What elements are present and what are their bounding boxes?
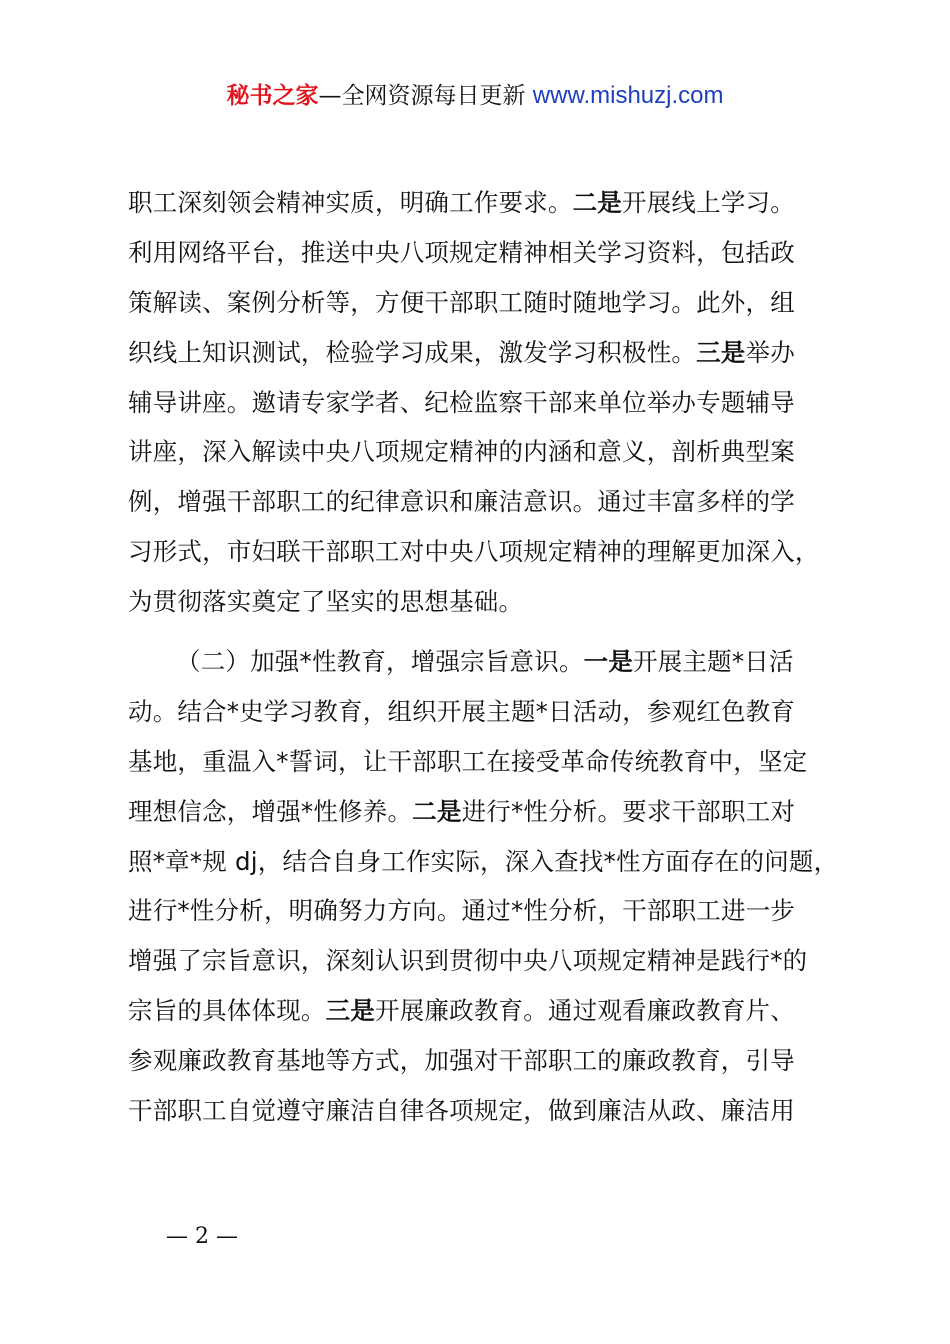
document-body <box>128 178 839 1136</box>
text-run: 理想信念，增强*性修养。 <box>128 796 413 826</box>
text-line: 动。结合*史学习教育，组织开展主题*日活动，参观红色教育 <box>128 696 796 726</box>
bold-marker: 三是 <box>696 337 746 367</box>
section-heading: （二）加强*性教育，增强宗旨意识。 <box>176 647 584 677</box>
text-line <box>128 637 836 687</box>
text-line: 例，增强干部职工的纪律意识和廉洁意识。通过丰富多样的学 <box>128 487 795 517</box>
text-run: 开展主题*日活 <box>633 647 794 677</box>
text-line: 干部职工自觉遵守廉洁自律各项规定，做到廉洁从政、廉洁用 <box>128 1096 795 1126</box>
text-line <box>128 787 836 837</box>
bold-marker: 三是 <box>325 996 376 1026</box>
header-url: www.mishuzj.com <box>532 82 724 109</box>
text-line <box>128 986 836 1036</box>
text-run: 开展廉政教育。通过观看廉政教育片、 <box>375 996 795 1026</box>
page-header <box>0 80 950 112</box>
text-run: 开展线上学习。 <box>622 188 795 217</box>
text-line: 照*章*规 dj，结合自身工作实际，深入查找*性方面存在的问题， <box>128 846 839 876</box>
text-line: 策解读、案例分析等，方便干部职工随时随地学习。此外，组 <box>128 287 795 317</box>
text-run: 举办 <box>745 337 795 367</box>
text-line: 参观廉政教育基地等方式，加强对干部职工的廉政教育，引导 <box>128 1046 795 1076</box>
paragraph-gap <box>128 627 836 637</box>
header-slogan: —全网资源每日更新 <box>318 83 526 109</box>
bold-marker: 一是 <box>583 647 634 677</box>
text-line: 利用网络平台，推送中央八项规定精神相关学习资料，包括政 <box>128 237 795 267</box>
text-line: 基地，重温入*誓词，让干部职工在接受革命传统教育中，坚定 <box>128 746 808 776</box>
brand-name: 秘书之家 <box>226 83 319 109</box>
text-line: 习形式，市妇联干部职工对中央八项规定精神的理解更加深入， <box>128 537 820 567</box>
text-line: 为贯彻落实奠定了坚实的思想基础。 <box>128 587 524 617</box>
text-line: 进行*性分析，明确努力方向。通过*性分析，干部职工进一步 <box>128 896 796 926</box>
text-run: 织线上知识测试，检验学习成果，激发学习积极性。 <box>128 337 697 367</box>
text-line: 辅导讲座。邀请专家学者、纪检监察干部来单位举办专题辅导 <box>128 387 795 417</box>
text-run: 进行*性分析。要求干部职工对 <box>461 796 796 826</box>
text-line <box>128 328 836 378</box>
page-number: — 2 — <box>166 1224 238 1249</box>
text-run: 职工深刻领会精神实质，明确工作要求。 <box>128 188 573 217</box>
bold-marker: 二是 <box>572 188 623 217</box>
bold-marker: 二是 <box>412 796 462 826</box>
text-line: 讲座，深入解读中央八项规定精神的内涵和意义，剖析典型案 <box>128 437 795 467</box>
text-line: 增强了宗旨意识，深刻认识到贯彻中央八项规定精神是践行*的 <box>128 946 808 976</box>
text-line <box>128 178 836 228</box>
text-run: 宗旨的具体体现。 <box>128 996 326 1026</box>
